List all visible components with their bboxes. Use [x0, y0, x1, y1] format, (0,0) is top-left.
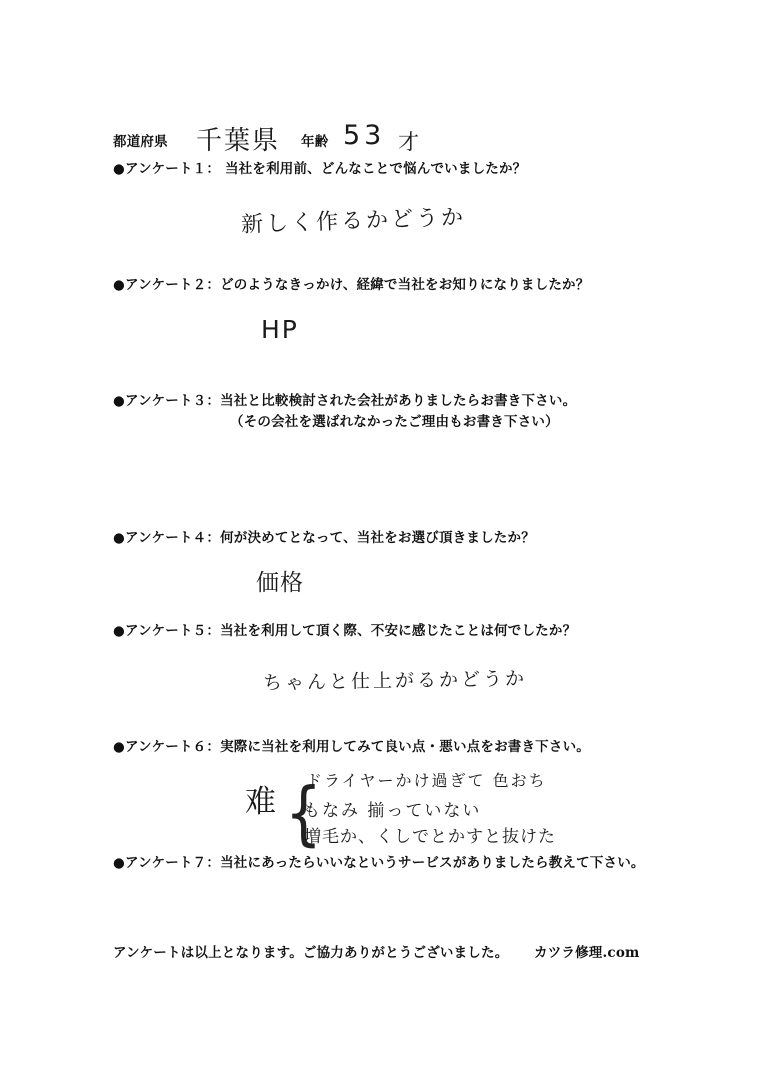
age-value: 53 — [343, 120, 386, 151]
question-6: ●アンケート６：実際に当社を利用してみて良い点・悪い点をお書き下さい。 — [113, 739, 590, 755]
answer-6-line: ドライヤーかけ過ぎて 色おち — [306, 771, 547, 790]
brand-name: カツラ修理.com — [534, 945, 640, 961]
answer-1: 新しく作るかどうか — [240, 205, 467, 238]
answer-6-bracket: { — [285, 772, 322, 854]
age-label: 年齢 — [301, 134, 329, 150]
prefecture-label: 都道府県 — [113, 134, 168, 150]
age-unit: 才 — [398, 130, 419, 154]
answer-6-prefix: 难 — [245, 784, 276, 820]
question-2: ●アンケート２：どのようなきっかけ、経緯で当社をお知りになりましたか？ — [113, 277, 590, 293]
answer-4: 価格 — [256, 570, 304, 596]
answer-2: HP — [261, 315, 299, 344]
prefecture-value: 千葉県 — [196, 126, 281, 156]
question-3: ●アンケート３：当社と比較検討された会社がありましたらお書き下さい。 — [113, 393, 577, 409]
question-4: ●アンケート４：何が決めてとなって、当社をお選び頂きましたか？ — [113, 530, 535, 546]
closing-message: アンケートは以上となります。ご協力ありがとうございました。 — [113, 945, 509, 961]
question-5: ●アンケート５：当社を利用して頂く際、不安に感じたことは何でしたか？ — [113, 623, 577, 639]
question-7: ●アンケート７：当社にあったらいいなというサービスがありましたら教えて下さい。 — [113, 855, 645, 871]
question-3-note: （その会社を選ばれなかったご理由もお書き下さい） — [230, 414, 559, 430]
answer-5: ちゃんと仕上がるかどうか — [262, 667, 528, 695]
answer-6-line: もなみ 揃っていない — [303, 801, 482, 821]
question-1: ●アンケート１： 当社を利用前、どんなことで悩んでいましたか？ — [113, 161, 527, 177]
answer-6-line: 増毛か、くしでとかすと抜けた — [304, 827, 556, 847]
